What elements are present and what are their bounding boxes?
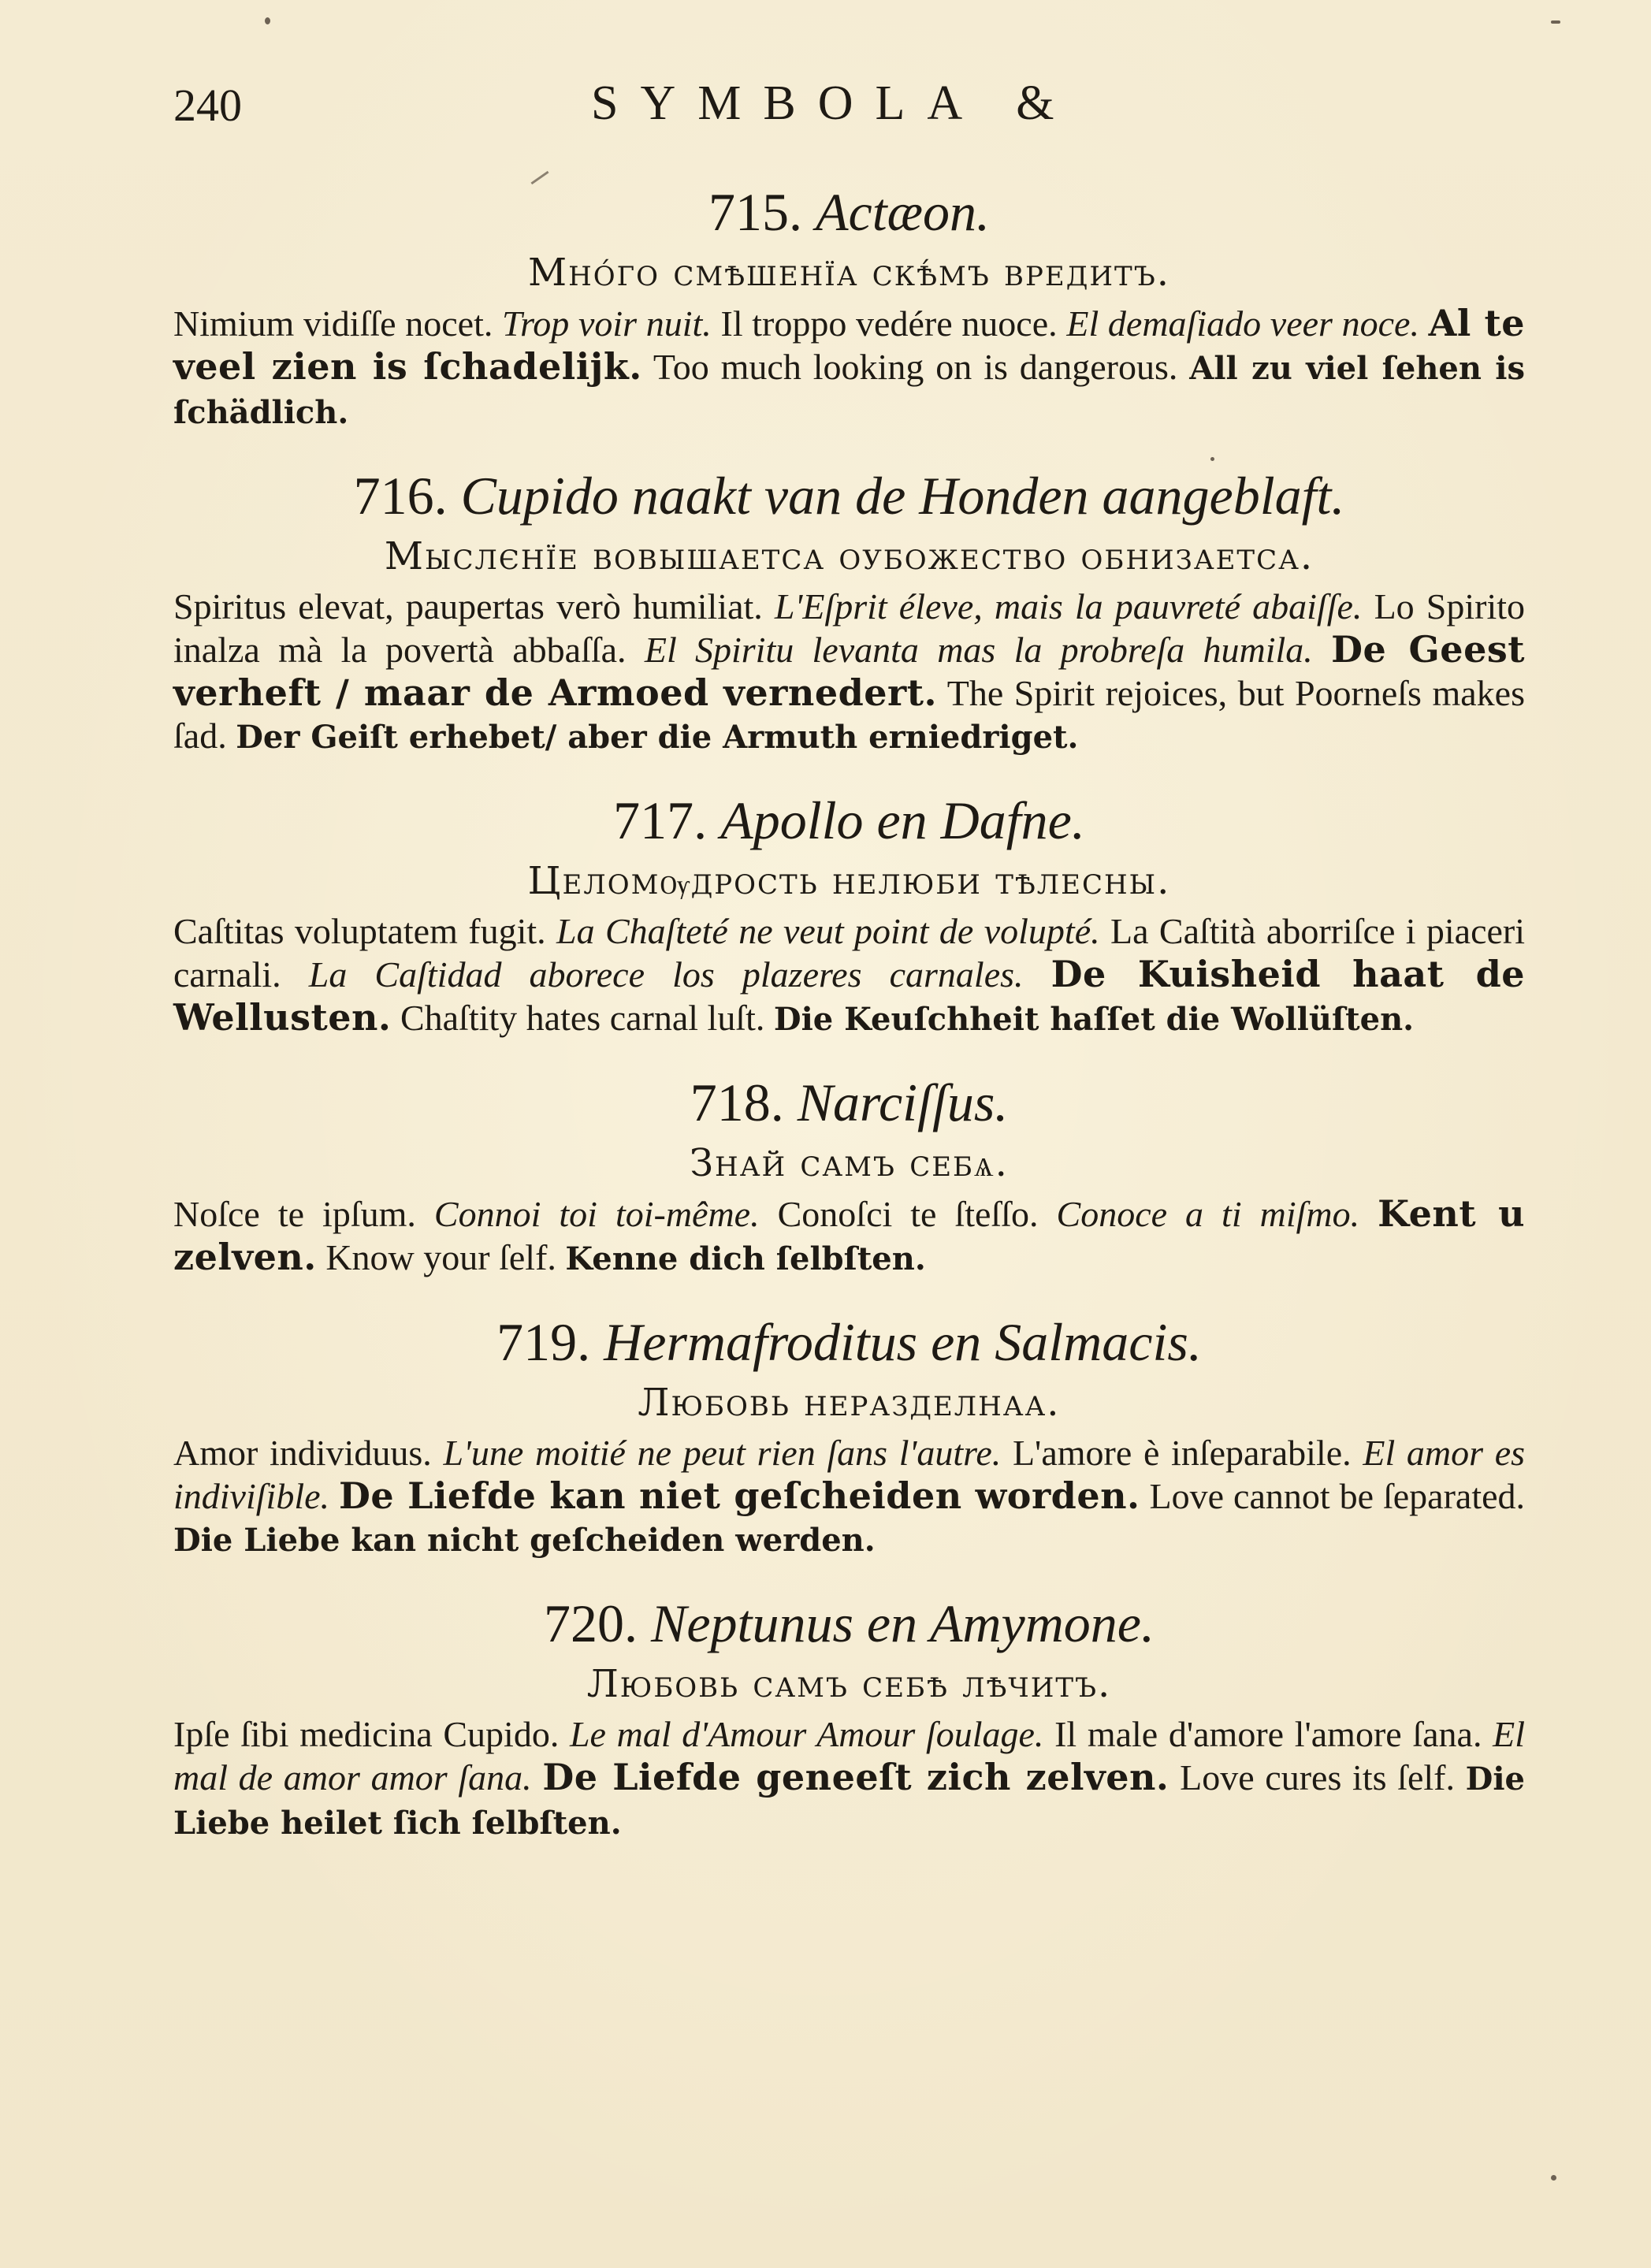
- spanish-motto: El demaſiado veer noce.: [1066, 303, 1419, 344]
- french-motto: Le mal d'Amour Amour ſoulage.: [569, 1714, 1044, 1754]
- latin-motto: Caſtitas voluptatem fugit.: [173, 911, 546, 951]
- italian-motto: Il troppo vedére nuoce.: [720, 303, 1058, 344]
- entry-name: Cupido naakt van de Honden aangeblaft.: [460, 466, 1345, 526]
- emblem-entry: [173, 177, 1525, 434]
- slavonic-motto: Любовь неразделнаа.: [638, 1381, 1061, 1425]
- slavonic-motto: Знай самъ себѧ.: [690, 1141, 1009, 1185]
- dutch-motto: De Liefde geneeſt zich zelven.: [542, 1756, 1169, 1798]
- german-motto: Kenne dich ſelbſten.: [565, 1240, 926, 1277]
- running-title: SYMBOLA &: [591, 76, 1076, 130]
- entry-number: 720.: [544, 1593, 638, 1653]
- french-motto: Connoi toi toi-même.: [433, 1194, 760, 1234]
- page-number: 240: [173, 80, 242, 131]
- spanish-motto: La Caſtidad aborece los plazeres carnales.: [308, 954, 1024, 995]
- english-motto: Love cannot be ſeparated.: [1149, 1476, 1526, 1516]
- emblem-entry: [173, 461, 1525, 759]
- entry-title: [173, 786, 1525, 855]
- entry-title: [173, 177, 1525, 247]
- italian-motto: Il male d'amore l'amore ſana.: [1054, 1714, 1482, 1754]
- entry-translations: [173, 302, 1525, 434]
- latin-motto: Nimium vidiſſe nocet.: [173, 303, 493, 344]
- slavonic-motto: Мно́го смѣшенїа скѣ́мъ вредитъ.: [528, 251, 1170, 295]
- latin-motto: Noſce te ipſum.: [173, 1194, 416, 1234]
- german-motto: Die Liebe heilet ſich ſelbſten.: [173, 1760, 1526, 1842]
- latin-motto: Ipſe ſibi medicina Cupido.: [173, 1714, 560, 1754]
- english-motto: Chaſtity hates carnal luſt.: [400, 998, 765, 1038]
- entry-name: Hermafroditus en Salmacis.: [604, 1312, 1202, 1372]
- entry-title: [173, 1307, 1525, 1377]
- entry-translations: [173, 586, 1525, 759]
- spanish-motto: El amor es indiviſible.: [173, 1433, 1526, 1516]
- dutch-motto: De Geest verheft / maar de Armoed vernedert.: [173, 628, 1525, 714]
- entry-translations: [173, 1432, 1525, 1562]
- latin-motto: Amor individuus.: [173, 1433, 432, 1473]
- emblem-entry: [173, 1589, 1525, 1845]
- dutch-motto: De Kuisheid haat de Wellusten.: [173, 953, 1526, 1039]
- entry-title: [173, 1589, 1525, 1658]
- entry-title: [173, 1068, 1525, 1137]
- ink-speck: [1551, 2175, 1556, 2181]
- entry-title: [173, 461, 1525, 530]
- dutch-motto: Al te veel zien is ſchadelijk.: [173, 302, 1526, 388]
- entry-name: Neptunus en Amymone.: [651, 1593, 1155, 1653]
- italian-motto: Lo Spirito inalza mà la povertà abbaſſa.: [173, 586, 1526, 670]
- page-header: [173, 73, 1513, 143]
- french-motto: La Chaſteté ne veut point de volupté.: [556, 911, 1100, 951]
- slavonic-motto: Мыслєнїе вовышаетса оубожество обнизаетса.: [384, 534, 1314, 578]
- italian-motto: La Caſtità aborriſce i piaceri carnali.: [173, 911, 1526, 995]
- german-motto: All zu viel ſehen is ſchädlich.: [173, 350, 1526, 431]
- english-motto: The Spirit rejoices, but Poorneſs makes ſad.: [173, 673, 1525, 756]
- english-motto: Too much looking on is dangerous.: [653, 347, 1178, 387]
- emblem-entry: [173, 786, 1525, 1041]
- entry-translations: [173, 1713, 1525, 1845]
- english-motto: Know your ſelf.: [325, 1237, 556, 1277]
- entry-number: 715.: [708, 182, 803, 242]
- spanish-motto: El Spiritu levanta mas la probreſa humila.: [644, 630, 1313, 670]
- entry-name: Actæon.: [816, 182, 990, 242]
- entry-number: 719.: [496, 1312, 591, 1372]
- entry-number: 717.: [613, 790, 708, 850]
- entry-number: 716.: [353, 466, 448, 526]
- german-motto: Die Keuſchheit haſſet die Wollüſten.: [773, 1001, 1415, 1038]
- entry-translations: [173, 1192, 1525, 1281]
- dutch-motto: Kent u zelven.: [173, 1192, 1526, 1278]
- entry-name: Narciſſus.: [797, 1073, 1009, 1132]
- german-motto: Der Geiſt erhebet/ aber die Armuth erniedriget.: [236, 719, 1079, 756]
- page-content: [173, 177, 1525, 1872]
- french-motto: L'une moitié ne peut rien ſans l'autre.: [443, 1433, 1002, 1473]
- ink-speck: [265, 17, 270, 24]
- slavonic-motto: Любовь самъ себѣ лѣчитъ.: [586, 1662, 1112, 1706]
- french-motto: Trop voir nuit.: [502, 303, 712, 344]
- spanish-motto: Conoce a ti miſmo.: [1056, 1194, 1360, 1234]
- dutch-motto: De Liefde kan niet geſcheiden worden.: [338, 1474, 1140, 1517]
- entry-number: 718.: [690, 1073, 784, 1132]
- emblem-entry: [173, 1068, 1525, 1281]
- slavonic-motto: Целомѹдрость нелюби тѣлесны.: [527, 859, 1171, 903]
- italian-motto: Conoſci te ſteſſo.: [777, 1194, 1039, 1234]
- french-motto: L'Eſprit éleve, mais la pauvreté abaiſſe.: [774, 586, 1363, 626]
- spanish-motto: El mal de amor amor ſana.: [173, 1714, 1525, 1798]
- entry-name: Apollo en Dafne.: [720, 790, 1085, 850]
- latin-motto: Spiritus elevat, paupertas verò humiliat.: [173, 586, 763, 626]
- ink-speck: [1551, 20, 1560, 24]
- entry-translations: [173, 910, 1525, 1041]
- english-motto: Love cures its ſelf.: [1180, 1757, 1455, 1798]
- emblem-entry: [173, 1307, 1525, 1562]
- german-motto: Die Liebe kan nicht geſcheiden werden.: [173, 1522, 876, 1559]
- italian-motto: L'amore è inſeparabile.: [1012, 1433, 1352, 1473]
